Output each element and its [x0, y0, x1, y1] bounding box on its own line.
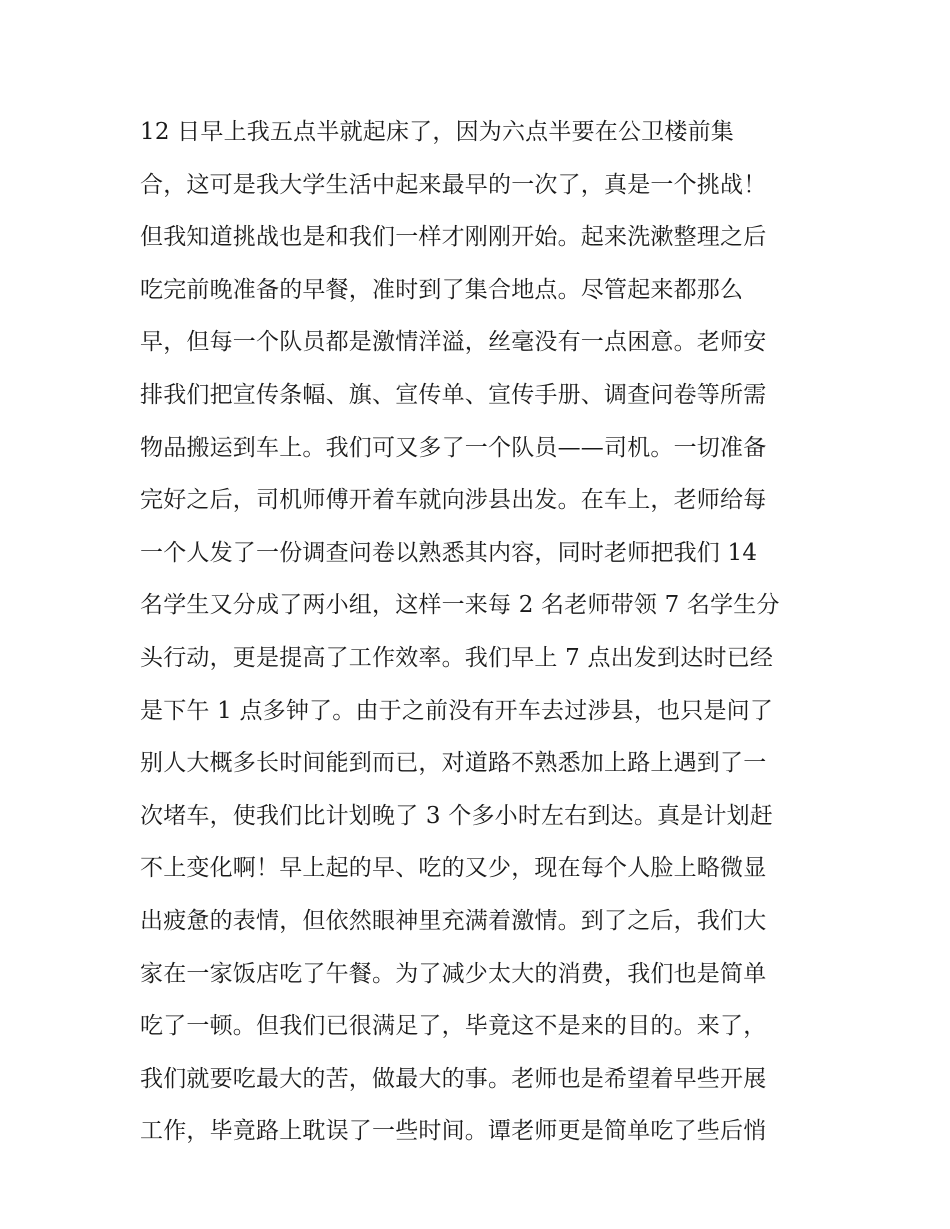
text-line: 12 日早上我五点半就起床了，因为六点半要在公卫楼前集 [140, 119, 734, 145]
text-line: 名学生又分成了两小组，这样一来每 2 名老师带领 7 名学生分 [140, 592, 780, 619]
text-line: 是下午 1 点多钟了。由于之前没有开车去过涉县，也只是问了 [140, 697, 774, 724]
text-line: 合，这可是我大学生活中起来最早的一次了，真是一个挑战！ [140, 171, 767, 198]
text-line: 出疲惫的表情，但依然眼神里充满着激情。到了之后，我们大 [140, 907, 767, 934]
text-line: 次堵车，使我们比计划晚了 3 个多小时左右到达。真是计划赶 [140, 802, 774, 829]
text-line: 吃了一顿。但我们已很满足了，毕竟这不是来的目的。来了， [140, 1013, 767, 1040]
text-line: 我们就要吃最大的苦，做最大的事。老师也是希望着早些开展 [140, 1065, 767, 1092]
text-line: 物品搬运到车上。我们可又多了一个队员——司机。一切准备 [140, 434, 767, 461]
text-line: 但我知道挑战也是和我们一样才刚刚开始。起来洗漱整理之后 [140, 224, 767, 251]
text-line: 排我们把宣传条幅、旗、宣传单、宣传手册、调查问卷等所需 [140, 381, 767, 408]
text-line: 完好之后，司机师傅开着车就向涉县出发。在车上，老师给每 [140, 487, 767, 514]
text-line: 不上变化啊！早上起的早、吃的又少，现在每个人脸上略微显 [140, 855, 767, 882]
text-line: 家在一家饭店吃了午餐。为了减少太大的消费，我们也是简单 [140, 960, 767, 987]
text-line: 别人大概多长时间能到而已，对道路不熟悉加上路上遇到了一 [140, 750, 767, 777]
text-line: 工作，毕竟路上耽误了一些时间。谭老师更是简单吃了些后悄 [140, 1118, 767, 1145]
body-text [140, 106, 820, 1158]
text-line: 一个人发了一份调查问卷以熟悉其内容，同时老师把我们 14 [140, 539, 758, 566]
text-line: 早，但每一个队员都是激情洋溢，丝毫没有一点困意。老师安 [140, 329, 767, 356]
text-line: 头行动，更是提高了工作效率。我们早上 7 点出发到达时已经 [140, 644, 774, 671]
text-line: 吃完前晚准备的早餐，准时到了集合地点。尽管起来都那么 [140, 276, 744, 303]
